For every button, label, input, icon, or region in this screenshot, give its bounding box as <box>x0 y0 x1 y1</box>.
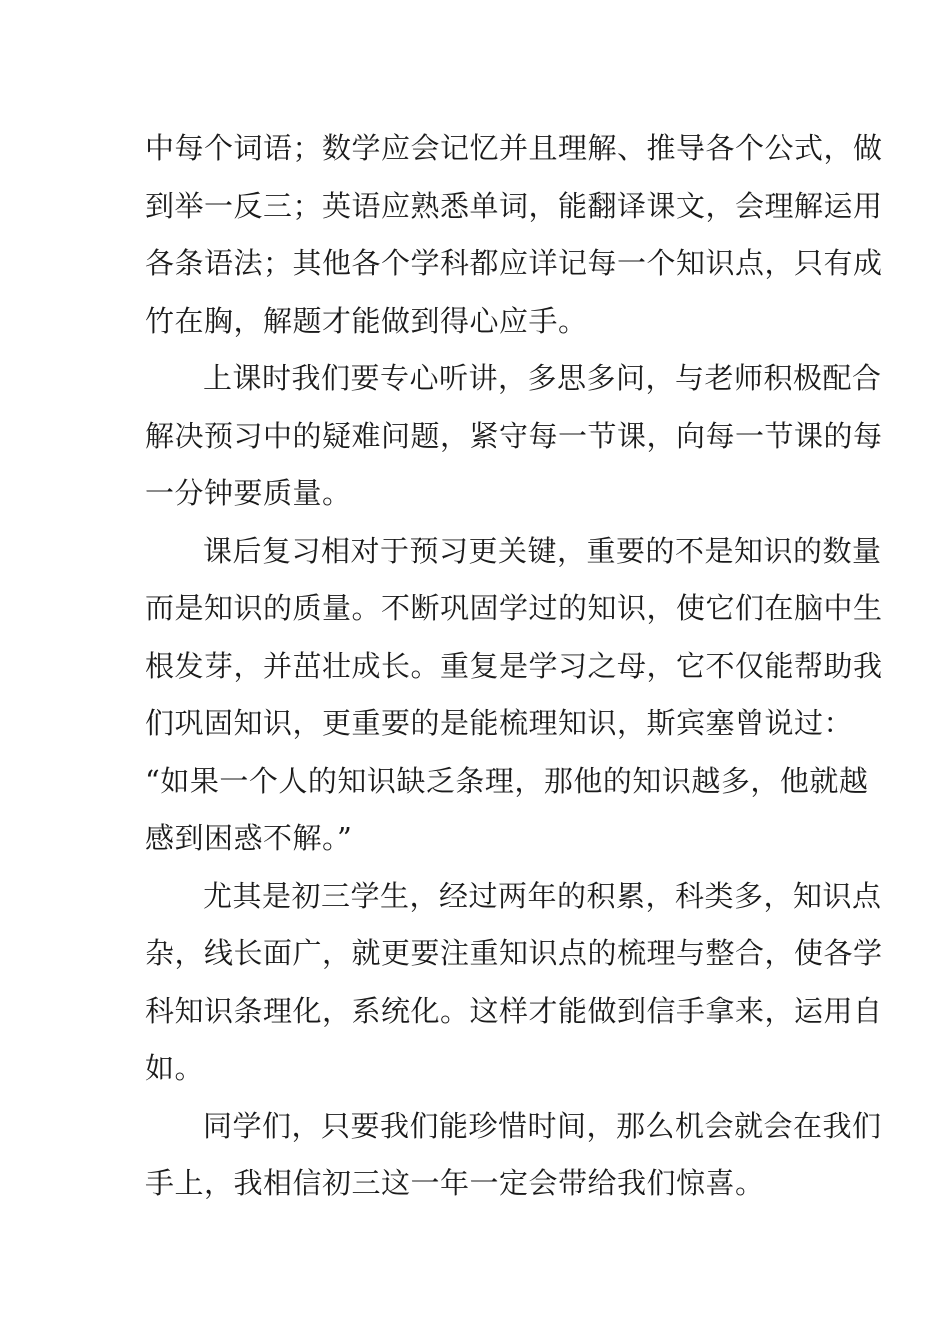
text-line: “如果一个人的知识缺乏条理，那他的知识越多，他就越 <box>145 763 869 798</box>
text-line: 解决预习中的疑难问题，紧守每一节课，向每一节课的每 <box>145 418 883 453</box>
text-line: 同学们，只要我们能珍惜时间，那么机会就会在我们 <box>203 1108 882 1143</box>
text-line: 到举一反三；英语应熟悉单词，能翻译课文，会理解运用 <box>145 188 883 223</box>
text-line: 上课时我们要专心听讲，多思多问，与老师积极配合 <box>203 361 882 395</box>
paragraph-4 <box>145 868 883 1098</box>
text-line: 根发芽，并茁壮成长。重复是学习之母，它不仅能帮助我 <box>145 648 883 683</box>
text-line: 尤其是初三学生，经过两年的积累，科类多，知识点 <box>203 878 882 913</box>
text-line: 感到困惑不解。” <box>145 821 353 855</box>
paragraph-5 <box>145 1098 882 1213</box>
text-line: 杂，线长面广，就更要注重知识点的梳理与整合，使各学 <box>145 936 883 970</box>
text-line: 中每个词语；数学应会记忆并且理解、推导各个公式，做 <box>145 131 883 165</box>
body-text <box>145 120 883 1213</box>
paragraph-3 <box>145 523 883 868</box>
text-line: 而是知识的质量。不断巩固学过的知识，使它们在脑中生 <box>145 591 883 625</box>
text-line: 一分钟要质量。 <box>145 476 352 510</box>
text-line: 手上，我相信初三这一年一定会带给我们惊喜。 <box>145 1166 765 1200</box>
text-line: 们巩固知识，更重要的是能梳理知识，斯宾塞曾说过： <box>145 706 854 740</box>
text-line: 各条语法；其他各个学科都应详记每一个知识点，只有成 <box>145 246 883 280</box>
text-line: 如。 <box>145 1051 205 1085</box>
text-line: 科知识条理化，系统化。这样才能做到信手拿来，运用自 <box>145 993 883 1028</box>
text-line: 课后复习相对于预习更关键，重要的不是知识的数量 <box>203 533 882 568</box>
text-line: 竹在胸，解题才能做到得心应手。 <box>145 303 588 338</box>
paragraph-2 <box>145 350 883 523</box>
paragraph-1 <box>145 120 883 350</box>
